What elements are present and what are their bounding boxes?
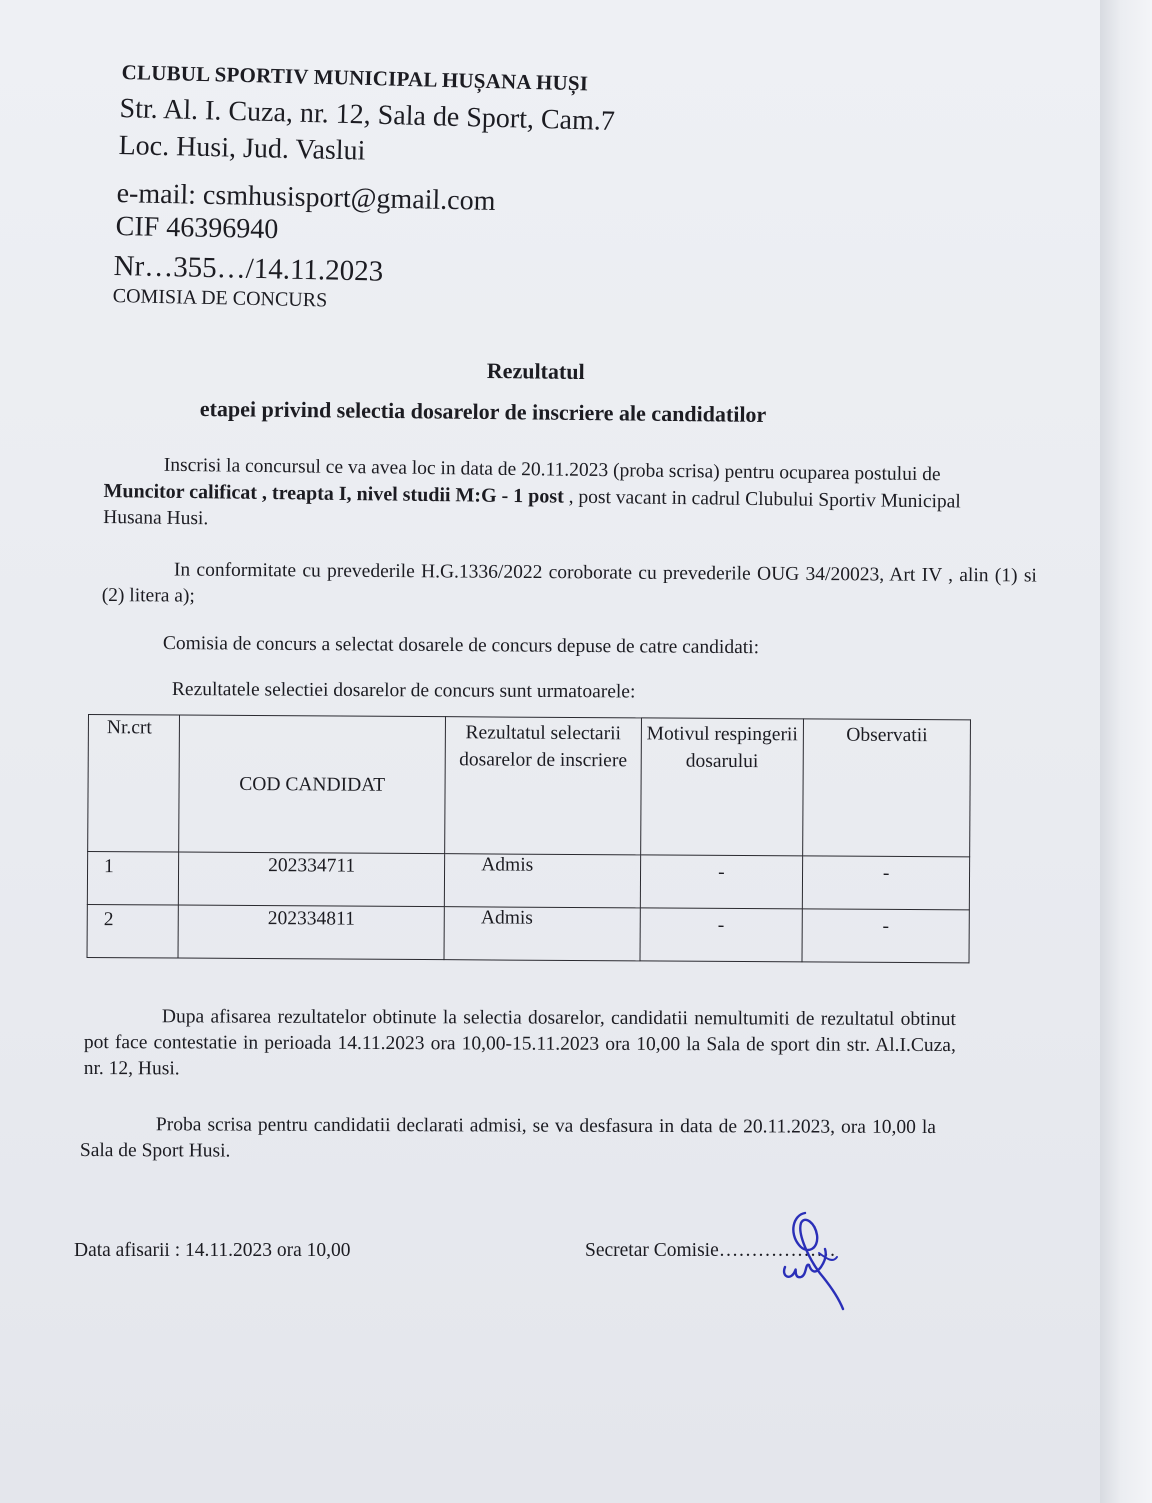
p1-lead: Inscrisi la concursul ce va avea loc in data de 20.11.2023 (proba scrisa) pentru ocuparea postului de: [163, 454, 941, 486]
email-line: e-mail: csmhusisport@gmail.com: [116, 178, 496, 217]
document-title: Rezultatul: [486, 358, 585, 385]
table-row: [87, 852, 969, 910]
cell-cod: 202334811: [178, 905, 444, 960]
handwritten-signature: [775, 1205, 865, 1315]
cell-motiv: -: [640, 855, 803, 909]
address-line: Str. Al. I. Cuza, nr. 12, Sala de Sport, Cam.7: [119, 93, 616, 137]
paragraph-commission: Comisia de concurs a selectat dosarele de concurs depuse de catre candidati:: [162, 632, 760, 659]
header-rezultat: Rezultatul selectarii dosarelor de inscriere: [445, 717, 641, 855]
cell-observatii: -: [802, 909, 969, 963]
cell-rezultat: Admis: [444, 907, 640, 961]
posting-date: Data afisarii : 14.11.2023 ora 10,00: [74, 1240, 351, 1261]
p5-text: Dupa afisarea rezultatelor obtinute la selectia dosarelor, candidatii nemultumiti de rezultatul obtinut pot face contestatie in perioada 14.11.2023 ora 10,00-15.11.2023 ora 10,00 la Sala de sport din str. Al.I.Cuza, nr. 12, Husi.: [83, 1006, 956, 1080]
paragraph-contestation: [84, 1004, 956, 1085]
header-nr: Nr.crt: [88, 715, 180, 853]
cell-nr: 1: [87, 852, 178, 906]
header-motiv: Motivul respingerii dosarului: [640, 718, 803, 856]
cell-rezultat: Admis: [444, 854, 640, 908]
organization-name: CLUBUL SPORTIV MUNICIPAL HUȘANA HUȘI: [121, 60, 589, 96]
table-header-row: [88, 715, 971, 857]
cell-cod: 202334711: [178, 852, 444, 907]
page-edge: [1100, 0, 1152, 1503]
cell-nr: 2: [87, 904, 178, 958]
table-row: [87, 904, 969, 962]
cell-observatii: -: [802, 856, 969, 910]
paragraph-results-intro: Rezultatele selectiei dosarelor de concurs sunt urmatoarele:: [171, 679, 636, 703]
locality-line: Loc. Husi, Jud. Vaslui: [118, 130, 366, 167]
secretary-label: Secretar Comisie………………: [585, 1240, 836, 1261]
results-table: [87, 714, 973, 963]
paragraph-legal-basis: [102, 557, 1037, 616]
commission-label: COMISIA DE CONCURS: [112, 285, 328, 312]
cell-motiv: -: [640, 908, 803, 962]
header-cod: COD CANDIDAT: [179, 715, 446, 854]
paragraph-written-test: [80, 1112, 936, 1167]
p6-text: Proba scrisa pentru candidatii declarati admisi, se va desfasura in data de 20.11.2023, ora 10,00 la Sala de Sport Husi.: [79, 1114, 936, 1162]
post-name: Muncitor calificat , treapta I, nivel studii M:G - 1 post: [103, 479, 564, 508]
header-observatii: Observatii: [803, 719, 971, 857]
paragraph-registration: [103, 452, 974, 542]
p2-text: In conformitate cu prevederile H.G.1336/2022 coroborate cu prevederile OUG 34/20023, Art IV , alin (1) si (2) litera a);: [101, 559, 1037, 607]
registration-number: Nr…355…/14.11.2023: [113, 250, 384, 288]
cif-line: CIF 46396940: [115, 211, 279, 246]
document-subtitle: etapei privind selectia dosarelor de inscriere ale candidatilor: [199, 396, 767, 427]
p1-tail: , post vacant in cadrul Clubului Sportiv Municipal Husana Husi.: [103, 486, 961, 530]
